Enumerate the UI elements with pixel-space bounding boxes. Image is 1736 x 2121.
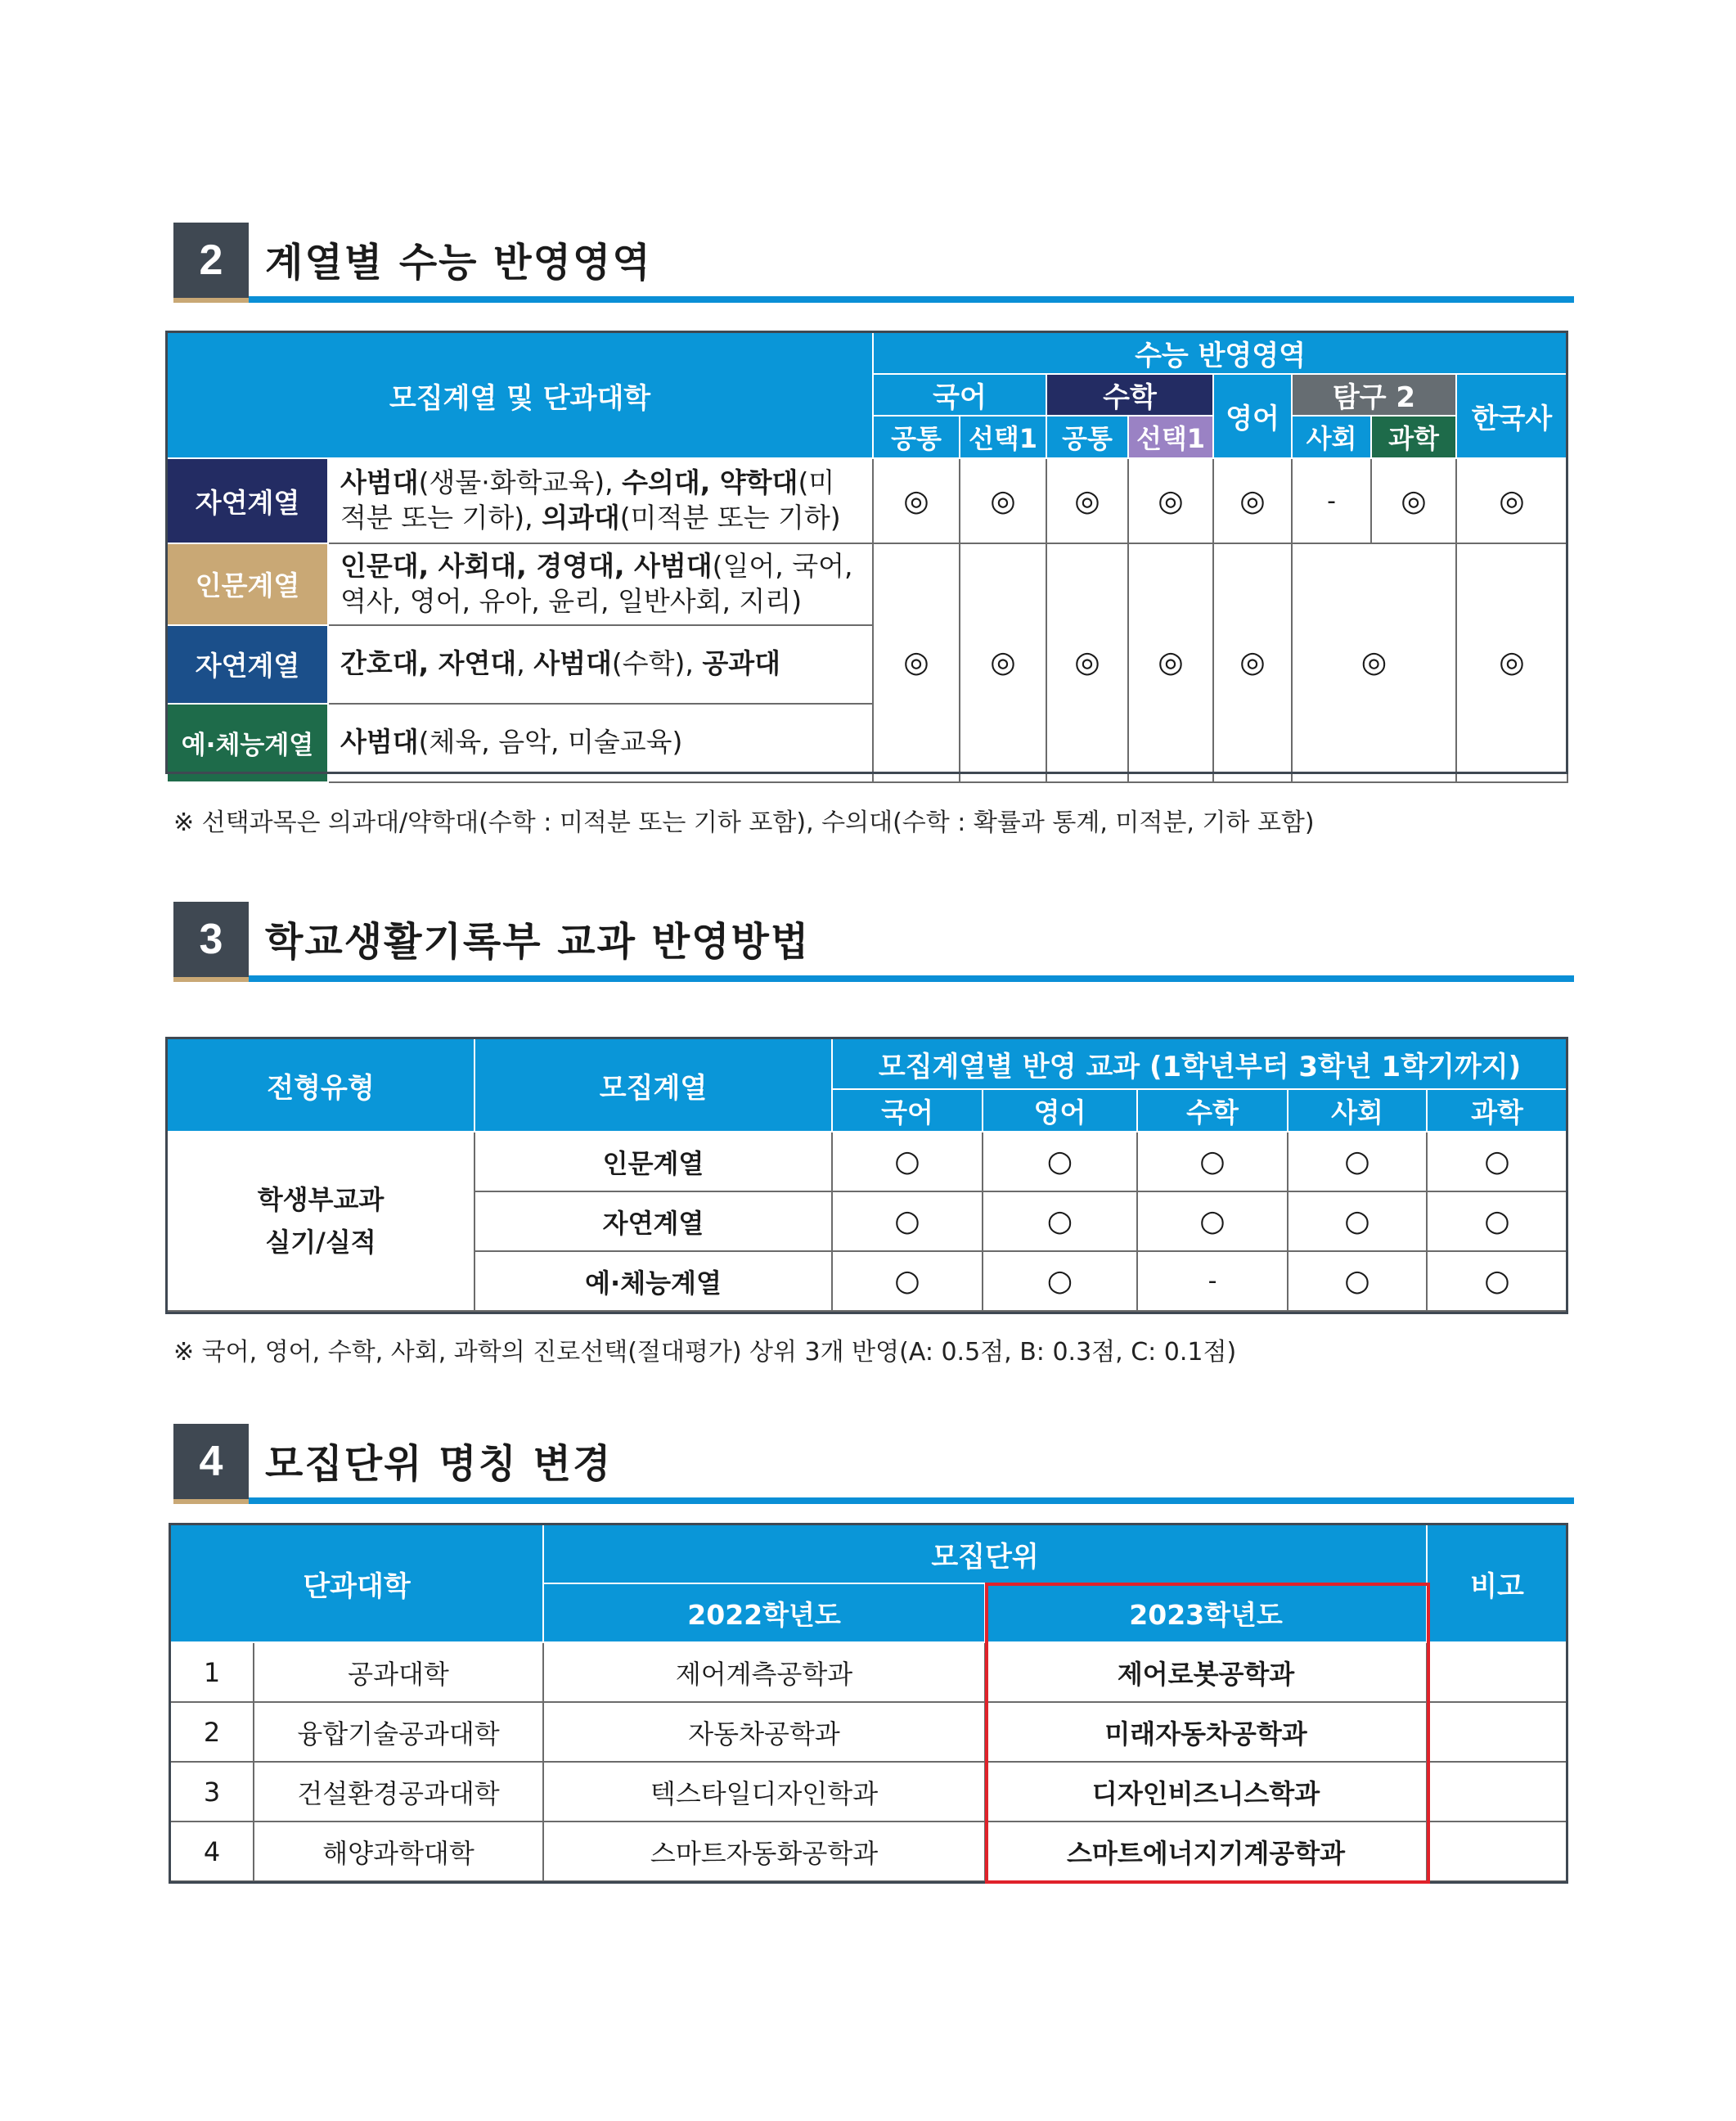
mark: ○: [832, 1191, 983, 1251]
section-number-underline: [173, 977, 249, 982]
colleges-description: 간호대, 자연대, 사범대(수학), 공과대: [328, 625, 873, 704]
section-3-header: [173, 902, 1574, 984]
mark: ○: [1137, 1132, 1288, 1191]
mark: ○: [832, 1132, 983, 1191]
header-subjects: 모집계열별 반영 교과 (1학년부터 3학년 1학기까지): [832, 1038, 1567, 1089]
header-remarks: 비고: [1427, 1524, 1567, 1642]
new-unit-name: 디자인비즈니스학과: [985, 1762, 1427, 1822]
header-science: 과학: [1371, 416, 1456, 458]
remarks-cell: [1427, 1762, 1567, 1822]
mark: ○: [832, 1251, 983, 1311]
mark: ○: [1427, 1251, 1567, 1311]
section-number: 4: [173, 1424, 249, 1499]
section-number-underline: [173, 1499, 249, 1504]
footnote: ※ 국어, 영어, 수학, 사회, 과학의 진로선택(절대평가) 상위 3개 반영(A: 0.5점, B: 0.3점, C: 0.1점): [173, 1338, 1237, 1367]
mark: ◎: [1456, 543, 1567, 782]
section-rule: [249, 296, 1574, 303]
remarks-cell: [1427, 1822, 1567, 1881]
section-title: 학교생활기록부 교과 반영방법: [265, 919, 811, 965]
category-arts-sports: 예·체능계열: [167, 704, 328, 782]
mark: ◎: [873, 458, 960, 543]
mark: ◎: [1046, 458, 1128, 543]
header-year-2023: 2023학년도: [985, 1583, 1427, 1642]
header-subject-math: 수학: [1137, 1089, 1288, 1132]
mark: ○: [1288, 1251, 1427, 1311]
header-math: 수학: [1046, 374, 1213, 416]
admission-type-line: 학생부교과: [257, 1184, 385, 1216]
mark: ◎: [1213, 458, 1292, 543]
header-year-2022: 2022학년도: [543, 1583, 985, 1642]
mark: ○: [1288, 1132, 1427, 1191]
new-unit-name: 미래자동차공학과: [985, 1702, 1427, 1762]
section-2-header: [173, 223, 1574, 304]
header-subject-social: 사회: [1288, 1089, 1427, 1132]
header-admission-type: 전형유형: [167, 1038, 474, 1132]
header-recruit-category: 모집계열: [474, 1038, 832, 1132]
mark: ◎: [873, 543, 960, 782]
college-name: 융합기술공과대학: [254, 1702, 543, 1762]
mark: ◎: [1128, 458, 1213, 543]
admission-type: [167, 1132, 474, 1311]
dash: -: [1292, 458, 1371, 543]
colleges-description: 사범대(생물·화학교육), 수의대, 약학대(미적분 또는 기하), 의과대(미적분 또는 기하): [328, 458, 873, 543]
mark: ○: [983, 1191, 1137, 1251]
section-title: 계열별 수능 반영영역: [265, 240, 652, 286]
category-natural: 자연계열: [167, 458, 328, 543]
suneung-table: [166, 331, 1568, 783]
header-math-common: 공통: [1046, 416, 1128, 458]
row-number: 2: [170, 1702, 254, 1762]
header-recruit-unit: 모집단위: [543, 1524, 1427, 1583]
mark: ○: [1427, 1191, 1567, 1251]
header-korean-elective: 선택1: [960, 416, 1046, 458]
header-english: 영어: [1213, 374, 1292, 458]
category-natural: 자연계열: [167, 625, 328, 704]
mark: ○: [1288, 1191, 1427, 1251]
mark: ◎: [960, 543, 1046, 782]
header-suneung-areas: 수능 반영영역: [873, 332, 1567, 374]
new-unit-name: 제어로봇공학과: [985, 1642, 1427, 1702]
section-rule: [249, 1497, 1574, 1504]
row-number: 3: [170, 1762, 254, 1822]
mark: ◎: [1371, 458, 1456, 543]
header-inquiry: 탐구 2: [1292, 374, 1456, 416]
college-name: 해양과학대학: [254, 1822, 543, 1881]
footnote: ※ 선택과목은 의과대/약학대(수학 : 미적분 또는 기하 포함), 수의대(수학 : 확률과 통계, 미적분, 기하 포함): [173, 808, 1315, 837]
section-number-underline: [173, 298, 249, 303]
header-subject-english: 영어: [983, 1089, 1137, 1132]
mark: ◎: [1128, 543, 1213, 782]
old-unit-name: 스마트자동화공학과: [543, 1822, 985, 1881]
mark: ◎: [1046, 543, 1128, 782]
section-number: 2: [173, 223, 249, 298]
header-recruit-category: 모집계열 및 단과대학: [167, 332, 873, 458]
unit-rename-table: [169, 1524, 1568, 1882]
header-korean-common: 공통: [873, 416, 960, 458]
header-math-elective: 선택1: [1128, 416, 1213, 458]
section-title: 모집단위 명칭 변경: [265, 1441, 613, 1487]
mark: ◎: [1292, 543, 1456, 782]
header-subject-korean: 국어: [832, 1089, 983, 1132]
header-korean: 국어: [873, 374, 1046, 416]
school-record-table: [166, 1038, 1568, 1312]
colleges-description: 인문대, 사회대, 경영대, 사범대(일어, 국어, 역사, 영어, 유아, 윤리, 일반사회, 지리): [328, 543, 873, 625]
category-cell: 인문계열: [474, 1132, 832, 1191]
header-social: 사회: [1292, 416, 1371, 458]
colleges-description: 사범대(체육, 음악, 미술교육): [328, 704, 873, 782]
dash: -: [1137, 1251, 1288, 1311]
admission-type-line: 실기/실적: [265, 1226, 376, 1258]
mark: ○: [983, 1251, 1137, 1311]
mark: ◎: [1213, 543, 1292, 782]
category-humanities: 인문계열: [167, 543, 328, 625]
old-unit-name: 텍스타일디자인학과: [543, 1762, 985, 1822]
remarks-cell: [1427, 1702, 1567, 1762]
remarks-cell: [1427, 1642, 1567, 1702]
old-unit-name: 제어계측공학과: [543, 1642, 985, 1702]
section-rule: [249, 975, 1574, 982]
row-number: 1: [170, 1642, 254, 1702]
row-number: 4: [170, 1822, 254, 1881]
new-unit-name: 스마트에너지기계공학과: [985, 1822, 1427, 1881]
mark: ◎: [960, 458, 1046, 543]
category-cell: 자연계열: [474, 1191, 832, 1251]
mark: ○: [1427, 1132, 1567, 1191]
mark: ○: [983, 1132, 1137, 1191]
mark: ◎: [1456, 458, 1567, 543]
old-unit-name: 자동차공학과: [543, 1702, 985, 1762]
section-number: 3: [173, 902, 249, 977]
mark: ○: [1137, 1191, 1288, 1251]
header-subject-science: 과학: [1427, 1089, 1567, 1132]
college-name: 건설환경공과대학: [254, 1762, 543, 1822]
header-college: 단과대학: [170, 1524, 543, 1642]
section-4-header: [173, 1424, 1574, 1506]
college-name: 공과대학: [254, 1642, 543, 1702]
category-cell: 예·체능계열: [474, 1251, 832, 1311]
header-korean-history: 한국사: [1456, 374, 1567, 458]
